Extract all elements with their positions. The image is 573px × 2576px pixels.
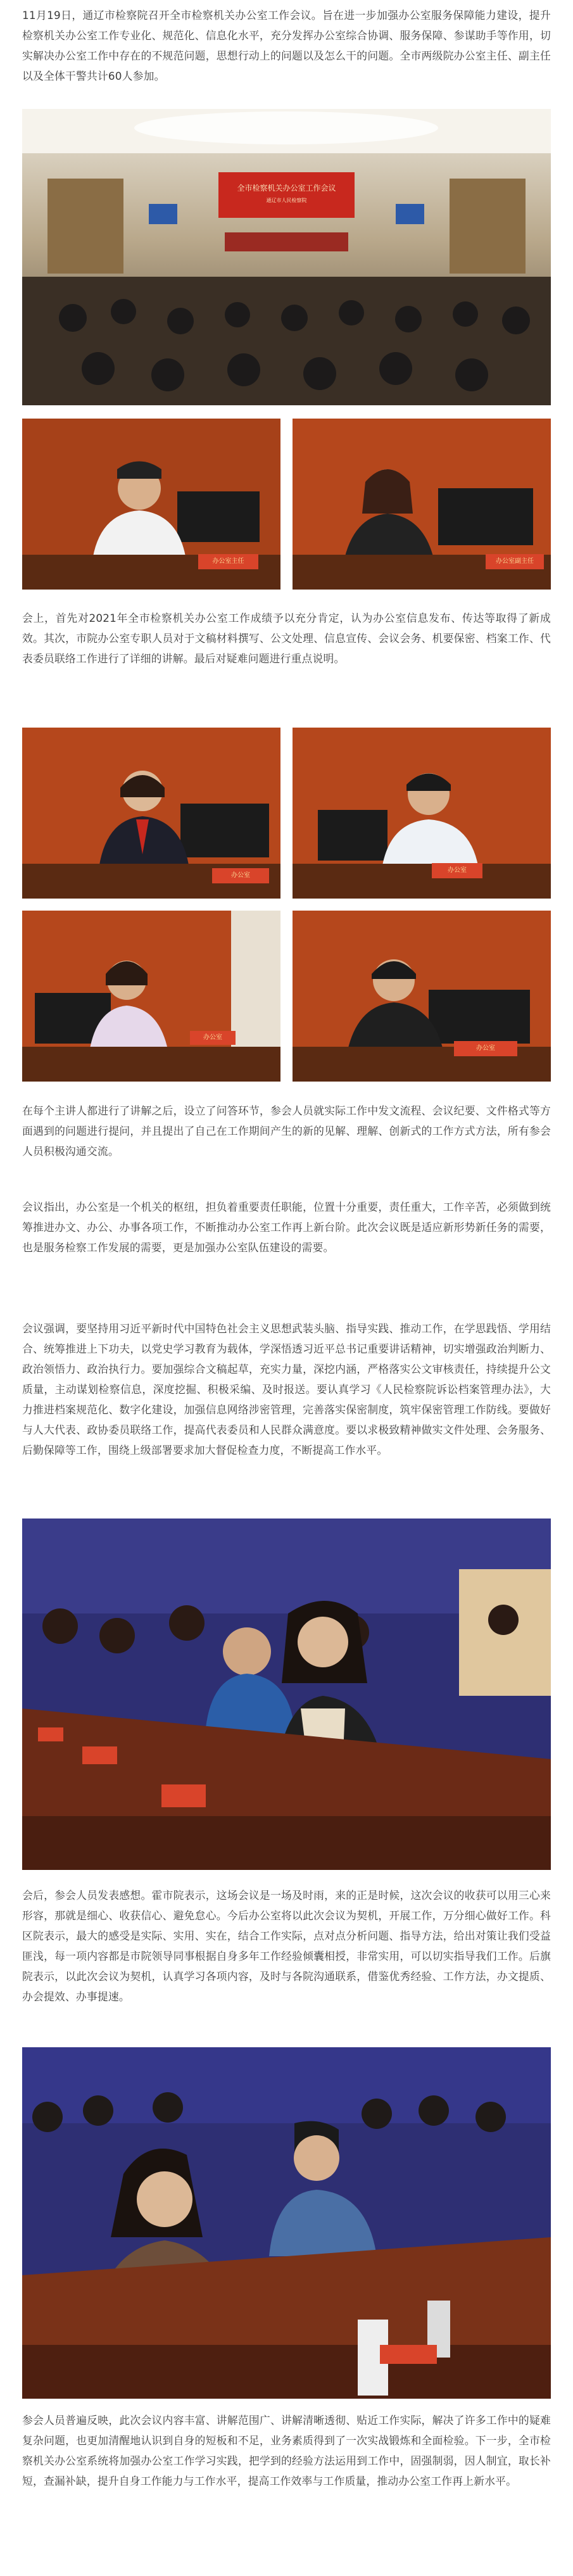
banner-title: 全市检察机关办公室工作会议 [237, 184, 336, 193]
name-plate: 办公室 [432, 863, 482, 878]
photo-attendees-desk [22, 2047, 551, 2399]
photo-conference-hall [22, 109, 551, 405]
photo-speaker-woman [293, 419, 551, 590]
banner-screen [218, 172, 355, 218]
banner-subtitle: 通辽市人民检察院 [266, 198, 307, 203]
paragraph-conclusion: 参会人员普遍反映，此次会议内容丰富、讲解范围广、讲解清晰透彻、贴近工作实际，解决了许多工作中的疑难复杂问题，也更加清醒地认识到自身的短板和不足，业务素质得到了一次实战锻炼和全面检验。下一步，全市检察机关办公室系统将加强办公室工作学习实践，把学到的经验方法运用到工作中，固强制弱，因人制宜，取长补短，查漏补缺，提升自身工作能力与工作水平，提高工作效率与工作质量，推动办公室工作再上新水平。 [22, 2414, 551, 2487]
paragraph-intro: 11月19日，通辽市检察院召开全市检察机关办公室工作会议。旨在进一步加强办公室服务保障能力建设，提升检察机关办公室工作专业化、规范化、信息化水平，充分发挥办公室综合协调、服务保障、参谋助手等作用，切实解决办公室工作中存在的不规范问题，思想行动上的问题以及怎么干的问题。全市两级院办公室主任、副主任以及全体干警共计60人参加。 [22, 9, 551, 82]
paragraph-reflections: 会后，参会人员发表感想。霍市院表示，这场会议是一场及时雨，来的正是时候，这次会议的收获可以用三心来形容，那就是细心、收获信心、避免怠心。今后办公室将以此次会议为契机，开展工作，万分细心做好工作。科区院表示，最大的感受是实际、实用、实在，结合工作实际，点对点分析问题、指导方法，给出对策让我们受益匪浅，每一项内容都是市院领导同事根据自身多年工作经验倾囊相授，非常实用，可以切实指导我们工作。后旗院表示，以此次会议为契机，认真学习各项内容，及时与各院沟通联系，借鉴优秀经验、工作方法，办文提质、办会提效、办事提速。 [22, 1889, 551, 2003]
paragraph-meeting-points: 会议指出，办公室是一个机关的枢纽，担负着重要责任职能，位置十分重要，责任重大，工作辛苦，必须做到统筹推进办文、办公、办事各项工作，不断推动办公室工作再上新台阶。此次会议既是适应新形势新任务的需要，也是服务检察工作发展的需要，更是加强办公室队伍建设的需要。 [22, 1201, 551, 1254]
name-plate: 办公室 [190, 1031, 236, 1045]
photo-speaker-man [22, 419, 280, 590]
name-plate: 办公室 [454, 1041, 517, 1056]
paragraph-qa-session: 在每个主讲人都进行了讲解之后，设立了问答环节，参会人员就实际工作中发文流程、会议纪要、文件格式等方面遇到的问题进行提问，并且提出了自己在工作期间产生的新的见解、理解、创新式的工作方式方法，所有参会人员积极沟通交流。 [22, 1104, 551, 1158]
name-plate: 办公室 [212, 868, 269, 883]
photo-speaker-young-man [293, 728, 551, 899]
photo-speaker-uniform-woman [22, 728, 280, 899]
name-plate: 办公室主任 [198, 554, 258, 569]
photo-audience [22, 1518, 551, 1870]
name-plate: 办公室副主任 [486, 554, 544, 569]
photo-speaker-man-black [293, 911, 551, 1082]
photo-speaker-woman-pink [22, 911, 280, 1082]
paragraph-meeting-content: 会上，首先对2021年全市检察机关办公室工作成绩予以充分肯定，认为办公室信息发布、传达等取得了新成效。其次，市院办公室专职人员对于文稿材料撰写、公文处理、信息宣传、会议会务、机要保密、档案工作、代表委员联络工作进行了详细的讲解。最后对疑难问题进行重点说明。 [22, 612, 551, 665]
paragraph-meeting-emphasis: 会议强调，要坚持用习近平新时代中国特色社会主义思想武装头脑、指导实践、推动工作，在学思践悟、学用结合、统筹推进上下功夫，以党史学习教育为载体，学深悟透习近平总书记重要讲话精神，切实增强政治判断力、政治领悟力、政治执行力。要加强综合文稿起草，充实力量，深挖内涵，严格落实公文审核责任，持续提升公文质量，主动谋划检察信息，深度挖掘、积极采编、及时报送。要认真学习《人民检察院诉讼档案管理办法》，大力推进档案规范化、数字化建设，加强信息网络涉密管理，完善落实保密制度，筑牢保密管理工作防线。要做好与人大代表、政协委员联络工作，提高代表委员和人民群众满意度。要以求极致精神做实文件处理、会务服务、后勤保障等工作，围绕上级部署要求加大督促检查力度，不断提高工作水平。 [22, 1322, 551, 1456]
